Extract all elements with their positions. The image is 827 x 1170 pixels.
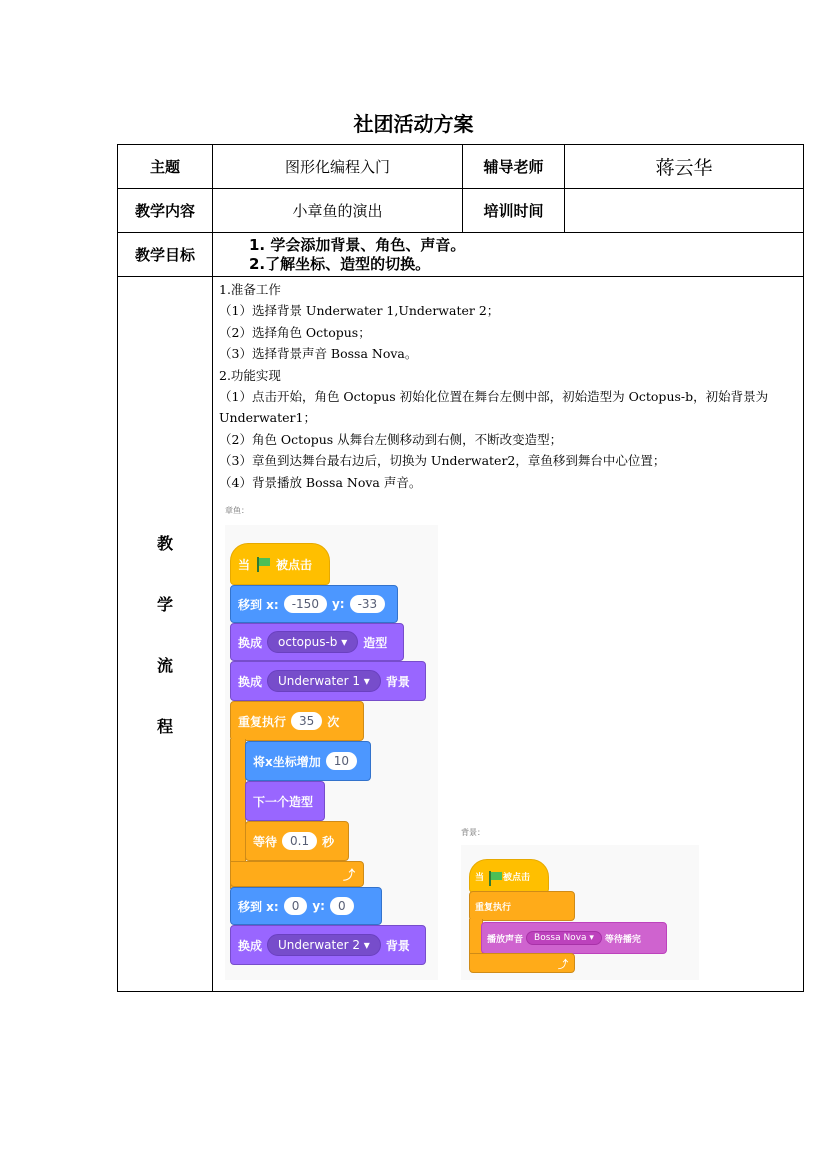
play-sound-block [481,922,667,954]
goto-xy-block [230,585,398,623]
flow-label-char: 教 [156,534,173,553]
flow-line: 2.功能实现 [219,367,281,383]
page-title: 社团活动方案 [353,112,474,136]
x-input: -150 [284,595,327,613]
repeat-count-input: 35 [291,712,322,730]
goal-row [118,233,804,277]
block-text: 移到 x: [238,597,279,612]
octopus-caption: 章鱼： [225,506,249,515]
flow-line: （4）背景播放 Bossa Nova 声音。 [219,474,422,490]
flow-label-char: 程 [156,717,173,736]
block-text: 等待 [253,834,278,849]
switch-backdrop-block [230,661,426,701]
block-text: 当 [238,557,251,572]
block-text: 秒 [322,834,335,849]
time-label: 培训时间 [463,189,565,233]
goto-xy-block [230,887,382,925]
backdrop-code-area [461,845,699,980]
block-text: 移到 x: [238,899,279,914]
flow-line: （1）点击开始，角色 Octopus 初始化位置在舞台左侧中部，初始造型为 Octopus-b，初始背景为 Underwater1； [219,389,769,426]
backdrop-dropdown: Underwater 2 ▾ [267,934,381,956]
block-text: y: [312,899,325,913]
backdrop-dropdown: Underwater 1 ▾ [267,670,381,692]
time-value [565,189,804,233]
change-x-input: 10 [326,752,357,770]
teacher-value: 蒋云华 [565,145,804,189]
block-text: 换成 [238,938,263,953]
block-text: 被点击 [503,872,531,883]
flow-line: （3）选择背景声音 Bossa Nova。 [219,346,418,362]
y-input: 0 [330,897,354,915]
block-text: 重复执行 [238,714,287,729]
switch-costume-block [230,623,404,661]
block-text: 背景 [385,938,410,953]
topic-label: 主题 [118,145,213,189]
flow-line: （1）选择背景 Underwater 1,Underwater 2； [219,303,500,319]
backdrop-caption: 背景： [461,828,485,837]
block-text: 等待播完 [604,934,641,945]
flow-line: （2）选择角色 Octopus； [219,324,371,340]
block-text: y: [331,597,345,611]
x-input: 0 [284,897,308,915]
loop-arrow-icon: ⤴ [343,868,356,882]
forever-block-bottom [469,953,575,973]
y-input: -33 [350,595,386,613]
goal-list [213,233,804,277]
sound-dropdown: Bossa Nova ▾ [526,931,602,945]
green-flag-icon [488,871,499,882]
flow-label-char: 学 [156,595,173,614]
block-text: 将x坐标增加 [253,754,321,769]
flow-text [213,277,803,493]
block-text: 换成 [238,674,263,689]
topic-value: 图形化编程入门 [213,145,463,189]
repeat-block-bottom [230,861,364,887]
costume-dropdown: octopus-b ▾ [267,631,358,653]
flow-line: （3）章鱼到达舞台最右边后，切换为 Underwater2，章鱼移到舞台中心位置； [219,453,666,469]
block-text: 造型 [363,635,388,650]
content-row [118,189,804,233]
octopus-code-area [225,525,438,980]
topic-row [118,145,804,189]
flow-line: （2）角色 Octopus 从舞台左侧移动到右侧，不断改变造型； [219,431,563,447]
green-flag-icon [256,557,270,571]
flow-label [118,277,213,992]
when-flag-block [230,543,330,585]
change-x-block [245,741,371,781]
block-text: 次 [327,714,340,729]
content-value: 小章鱼的演出 [213,189,463,233]
block-text: 换成 [238,635,263,650]
flow-line: 1.准备工作 [219,282,281,297]
block-text: 当 [475,872,485,883]
flow-label-char: 流 [156,656,173,675]
wait-block [245,821,349,861]
block-text: 播放声音 [487,934,524,945]
repeat-block [230,701,364,741]
goal-label: 教学目标 [118,233,213,277]
teacher-label: 辅导老师 [463,145,565,189]
next-costume-block: 下一个造型 [245,781,325,821]
forever-block: 重复执行 [469,891,575,921]
switch-backdrop-block [230,925,426,965]
goal-item: 2.了解坐标、造型的切换。 [249,254,431,273]
wait-seconds-input: 0.1 [282,832,317,850]
goal-item: 1. 学会添加背景、角色、声音。 [249,235,466,254]
block-text: 被点击 [276,557,313,572]
loop-arrow-icon: ⤴ [558,960,568,971]
when-flag-block [469,859,549,893]
content-label: 教学内容 [118,189,213,233]
block-text: 背景 [385,674,410,689]
